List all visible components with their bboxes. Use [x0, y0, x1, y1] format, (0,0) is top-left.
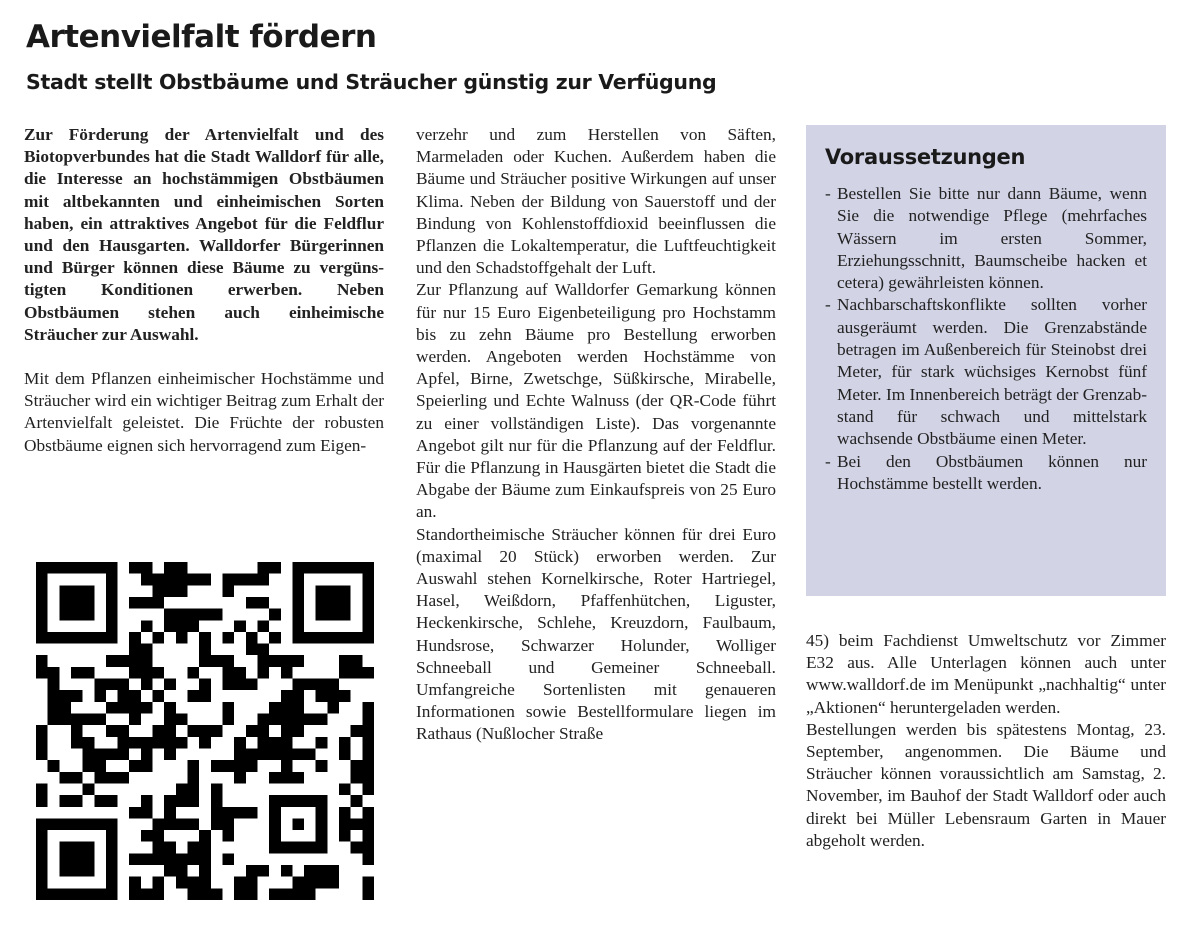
body-paragraph-3-end: 45) beim Fachdienst Umweltschutz vor Zimmer E32 aus. Alle Unterlagen können auch unter www.walldorf.de im Menüpunkt „nachhaltig“ unter „Aktionen“ heruntergeladen werden. — [806, 631, 1166, 717]
body-paragraph-1-continued: verzehr und zum Herstellen von Säften, Marmeladen oder Kuchen. Außerdem haben die Bäume und Sträucher positive Wirkungen auf unser Klima. Neben der Bildung von Sauerstoff und der Bindung von Kohlenstoffdioxid beeinflussen die Pflanzen die Lokaltemperatur, die Luftfeuchtigkeit und den Schadstoffgehalt der Luft. — [416, 125, 776, 278]
body-paragraph-1-start: Mit dem Pflanzen einheimischer Hochstämme und Sträucher wird ein wichtiger Beitrag zum Erhalt der Artenvielfalt geleistet. Die Früchte der robusten Obstbäume eignen sich hervorragend zum Eigen- — [24, 369, 384, 455]
body-paragraph-3-start: Standortheimische Sträucher können für drei Euro (maximal 20 Stück) erworben werden. Zur Auswahl stehen Kornelkirsche, Roter Hartriegel, Hasel, Weißdorn, Pfaffenhütchen, Liguster, Heckenkirsche, Schlehe, Kreuzdorn, Faulbaum, Hundsrose, Schwarzer Holunder, Wolliger Schneeball und Gemeiner Schneeball. Umfangreiche Sortenlisten mit genaueren Informationen sowie Bestellformulare liegen im Rathaus (Nußlocher Straße — [416, 524, 776, 744]
requirement-item: - Nachbarschaftskonflikte sollten vorher ausgeräumt werden. Die Grenzabstände betragen im Außenbereich für Steinobst drei Meter, für stark wüchsiges Kernobst fünf Meter. Im Innenbereich beträgt der Grenzabstand für schwach und mittelstark wachsende Obstbäume einen Meter. — [825, 294, 1147, 450]
requirements-list — [825, 183, 1147, 495]
requirements-box — [806, 125, 1166, 596]
requirements-title: Voraussetzungen — [825, 145, 1026, 169]
column-1 — [24, 124, 384, 457]
article-subheadline: Stadt stellt Obstbäume und Sträucher günstig zur Verfügung — [26, 70, 717, 94]
column-2 — [416, 124, 776, 746]
column-3 — [806, 630, 1166, 852]
requirement-item: - Bestellen Sie bitte nur dann Bäume, wenn Sie die notwendige Pflege (mehrfaches Wässern im ersten Sommer, Erziehungsschnitt, Baumscheibe hacken et cetera) gewährleisten können. — [825, 183, 1147, 294]
body-paragraph-2: Zur Pflanzung auf Walldorfer Gemarkung können für nur 15 Euro Eigenbeteiligung pro Hochstamm bis zu zehn Bäume pro Bestellung erworben werden. Angeboten werden Hochstämme von Apfel, Birne, Zwetschge, Süßkirsche, Mirabelle, Speierling und Echte Walnuss (der QR-Code führt zu einer vollständigen Liste). Das vorgenannte Angebot gilt nur für die Pflanzung auf der Feldflur. Für die Pflanzung in Hausgärten bietet die Stadt die Abgabe der Bäume zum Einkaufspreis von 25 Euro an. — [416, 280, 776, 522]
body-paragraph-4: Bestellungen werden bis spätestens Montag, 23. September, angenommen. Die Bäume und Sträucher können voraussichtlich am Samstag, 2. November, im Bauhof der Stadt Walldorf oder auch direkt bei Müller Lebensraum Garten in Mauer abgeholt werden. — [806, 719, 1166, 850]
requirement-item: - Bei den Obstbäumen können nur Hochstämme bestellt werden. — [825, 451, 1147, 496]
lead-paragraph: Zur Förderung der Artenvielfalt und des Biotopverbundes hat die Stadt Walldorf für alle, die Interesse an hochstämmigen Obstbäumen mit altbekannten und einheimischen Sorten haben, ein attraktives Angebot für die Feldflur und den Hausgarten. Walldorfer Bürgerinnen und Bürger können diese Bäume zu vergünstigten Konditionen erwerben. Neben Obstbäumen stehen auch einheimische Sträucher zur Auswahl. — [24, 125, 384, 344]
article-headline: Artenvielfalt fördern — [26, 19, 377, 55]
qr-code-icon[interactable] — [36, 562, 374, 900]
